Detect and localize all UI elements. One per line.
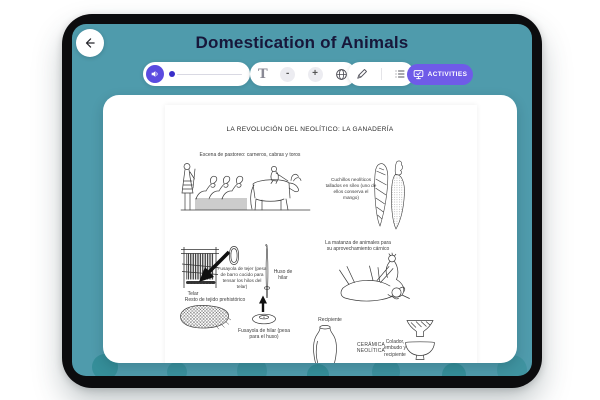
pottery-set-illustration [403, 319, 437, 363]
spindle-caption: Huso de hilar [273, 269, 293, 282]
text-size-icon: T [258, 66, 268, 82]
text-controls-pill [250, 62, 356, 86]
speaker-icon [150, 69, 160, 79]
volume-slider[interactable] [169, 69, 242, 79]
knives-caption: Cuchillos neolíticos tallados en sílex (uno de ellos conserva el mango) [325, 177, 377, 200]
ceramics-title: CERÁMICA NEOLÍTICA [356, 342, 386, 355]
list-button[interactable] [394, 68, 406, 80]
activities-button[interactable] [407, 64, 473, 85]
activities-label: ACTIVITIES [427, 70, 468, 78]
whorl-caption: Fusayola de hilar (pesa para el huso) [238, 328, 290, 341]
document-title: LA REVOLUCIÓN DEL NEOLÍTICO: LA GANADERÍA [226, 126, 394, 133]
worksheet-page [165, 105, 477, 363]
decrease-font-button[interactable]: - [280, 67, 295, 82]
butchering-illustration [335, 251, 423, 305]
tablet-frame [62, 14, 542, 388]
page-title: Domestication of Animals [195, 33, 409, 52]
volume-button[interactable] [146, 65, 164, 83]
loom-weight-caption: Fusayola de tejer (pesa de barro cocido para tensar los hilos del telar) [217, 266, 267, 289]
amphora-illustration [311, 324, 339, 363]
audio-player-pill [143, 62, 250, 86]
pastoral-scene-illustration [178, 158, 313, 216]
loom-weight-illustration [228, 245, 240, 266]
language-globe-button[interactable] [335, 68, 348, 81]
document-card [103, 95, 517, 363]
list-icon [394, 68, 406, 80]
pastoral-caption: Escena de pastoreo: carneros, cabras y toros [199, 152, 301, 158]
annotation-pill [348, 62, 414, 86]
increase-font-button[interactable]: + [308, 67, 323, 82]
monitor-check-icon [413, 69, 424, 80]
vessel-caption: Recipiente [318, 317, 342, 323]
volume-slider-track [177, 74, 242, 76]
volume-slider-thumb[interactable] [169, 71, 175, 77]
pen-button[interactable] [356, 68, 368, 80]
app-screen [72, 24, 532, 376]
butchering-caption: La matanza de animales para su aprovechamiento cárnico [325, 240, 391, 253]
bottom-decoration [442, 363, 466, 376]
strainer-caption: Colador, embudo y recipiente [384, 339, 406, 358]
spindle-whorl-illustration [251, 311, 277, 325]
pen-icon [356, 68, 368, 80]
toolbar-divider [381, 68, 382, 80]
loom-label: Telar [187, 291, 199, 297]
fabric-illustration [178, 303, 232, 330]
bottom-decoration [307, 364, 329, 376]
bottom-decoration [167, 362, 187, 376]
fabric-caption: Resto de tejido prehistórico [184, 297, 246, 303]
flint-knives-illustration [365, 158, 411, 234]
globe-icon [335, 68, 348, 81]
